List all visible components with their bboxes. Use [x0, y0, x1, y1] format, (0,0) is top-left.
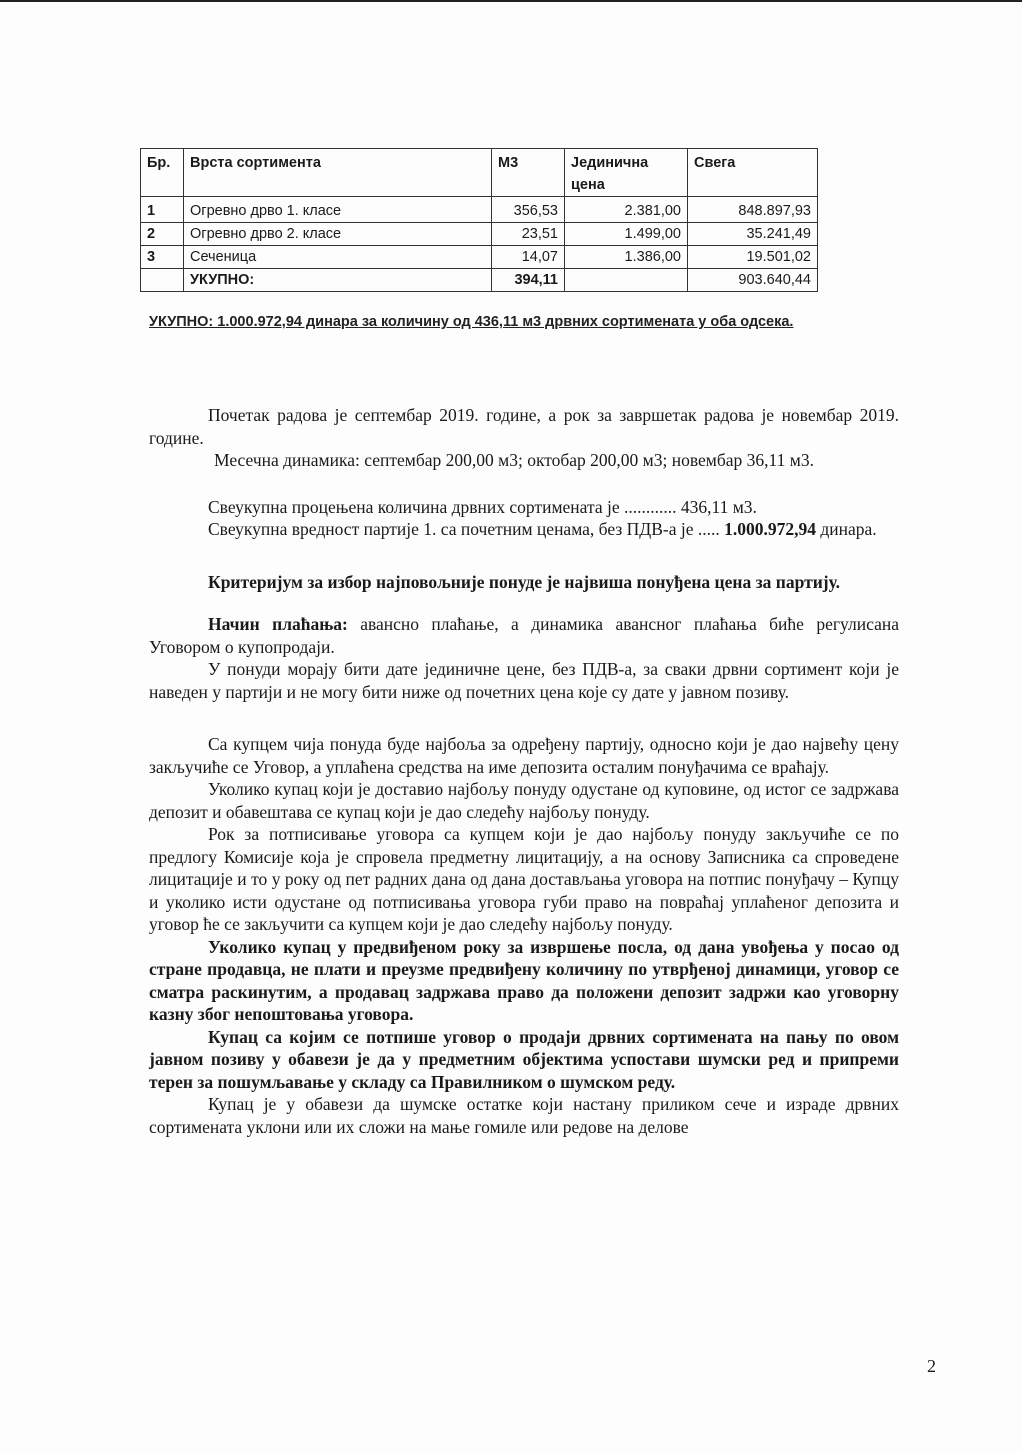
table-row: [141, 246, 818, 269]
paragraph-monthly-dynamics: Месечна динамика: септембар 200,00 м3; октобар 200,00 м3; новембар 36,11 м3.: [214, 450, 814, 470]
table-header-row: [141, 149, 818, 197]
table-row: [141, 197, 818, 223]
payment-label: Начин плаћања:: [208, 614, 348, 634]
total-value-text: Свеукупна вредност партије 1. са почетним ценама, без ПДВ-а је .....: [208, 519, 725, 539]
summary-line: УКУПНО: 1.000.972,94 динара за количину од 436,11 м3 дрвних сортимената у оба одсека.: [149, 314, 794, 330]
cell-number: 2: [141, 223, 184, 246]
cell-empty: [141, 269, 184, 292]
cell-total: 848.897,93: [688, 197, 818, 223]
col-header-type: Врста сортимента: [184, 149, 492, 197]
col-header-number: Бр.: [141, 149, 184, 197]
paragraph-termination: Уколико купац у предвиђеном року за извршење посла, од дана увођења у посао од стране продавца, не плати и преузме предвиђену количину по утврђеној динамици, уговор се сматра раскинутим, а продавац задржава право да положени депозит задржи као уговорну казну због непоштовања уговора.: [149, 936, 899, 1024]
cell-type: Огревно дрво 2. класе: [184, 223, 492, 246]
col-header-unit-price: Јединична цена: [565, 149, 688, 197]
cell-type: Сеченица: [184, 246, 492, 269]
paragraph-forest-remains: Купац је у обавези да шумске остатке који настану приликом сече и израде дрвних сортимената уклони или их сложи на мање гомиле или редове на делове: [149, 1094, 899, 1137]
cell-m3: 356,53: [492, 197, 565, 223]
paragraph-total-quantity: Свеукупна процењена количина дрвних сортимената је ............ 436,11 м3.: [208, 496, 757, 517]
total-label: УКУПНО:: [184, 269, 492, 292]
col-header-m3: М3: [492, 149, 565, 197]
paragraph-total-value: [149, 518, 899, 541]
top-border: [0, 0, 1022, 2]
cell-total: 19.501,02: [688, 246, 818, 269]
paragraph-forest-order: Купац са којим се потпише уговор о продаји дрвних сортимената на пању по овом јавном позиву у обавези је да у предметним објектима успостави шумски ред и припреми терен за пошумљавање у складу са Правилником о шумском реду.: [149, 1026, 899, 1092]
cell-total: 35.241,49: [688, 223, 818, 246]
total-sum: 903.640,44: [688, 269, 818, 292]
cell-empty: [565, 269, 688, 292]
total-m3: 394,11: [492, 269, 565, 292]
cell-unit-price: 1.499,00: [565, 223, 688, 246]
paragraph-withdrawal: Уколико купац који је доставио најбољу понуду одустане од куповине, од истог се задржава депозит и обавештава се купац који је дао следећу најбољу понуду.: [149, 779, 899, 822]
table-total-row: [141, 269, 818, 292]
cell-m3: 14,07: [492, 246, 565, 269]
document-body: [149, 404, 899, 1138]
paragraph-best-offer: Са купцем чија понуда буде најбоља за одређену партију, односно који је дао највећу цену закључиће се Уговор, а уплаћена средства на име депозита осталим понуђачима се враћају.: [149, 734, 899, 777]
table-row: [141, 223, 818, 246]
cell-type: Огревно дрво 1. класе: [184, 197, 492, 223]
paragraph-start-of-works: Почетак радова је септембар 2019. године, а рок за завршетак радова је новембар 2019. године.: [149, 405, 899, 448]
cell-unit-price: 2.381,00: [565, 197, 688, 223]
cell-unit-price: 1.386,00: [565, 246, 688, 269]
total-value-amount: 1.000.972,94: [724, 519, 816, 539]
paragraph-payment: [149, 613, 899, 658]
paragraph-criterion: Критеријум за избор најповољније понуде је највиша понуђена цена за партију.: [208, 571, 840, 592]
col-header-total: Свега: [688, 149, 818, 197]
cell-number: 3: [141, 246, 184, 269]
total-value-currency: динара.: [815, 519, 877, 539]
paragraph-signing-deadline: Рок за потписивање уговора са купцем који је дао најбољу понуду закључиће се по предлогу Комисије која је спровела предметну лицитацију, а на основу Записника са спроведене лицитације и то у року од пет радних дана од дана достављања уговора на потпис понуђачу – Купцу и уколико исти одустане од потписивања уговора губи право на повраћај уплаћеног депозита и уговор ће се закључити са купцем који је дао следећу најбољу понуду.: [149, 824, 899, 934]
cell-number: 1: [141, 197, 184, 223]
sortiment-table: [140, 148, 818, 292]
cell-m3: 23,51: [492, 223, 565, 246]
page-number: 2: [927, 1356, 936, 1376]
payment-text: авансно плаћање, а динамика авансног плаћања биће регулисана Уговором о купопродаји.: [149, 614, 899, 657]
paragraph-offer-prices: У понуди морају бити дате јединичне цене, без ПДВ-а, за сваки дрвни сортимент који је наведен у партији и не могу бити ниже од почетних цена које су дате у јавном позиву.: [149, 659, 899, 702]
